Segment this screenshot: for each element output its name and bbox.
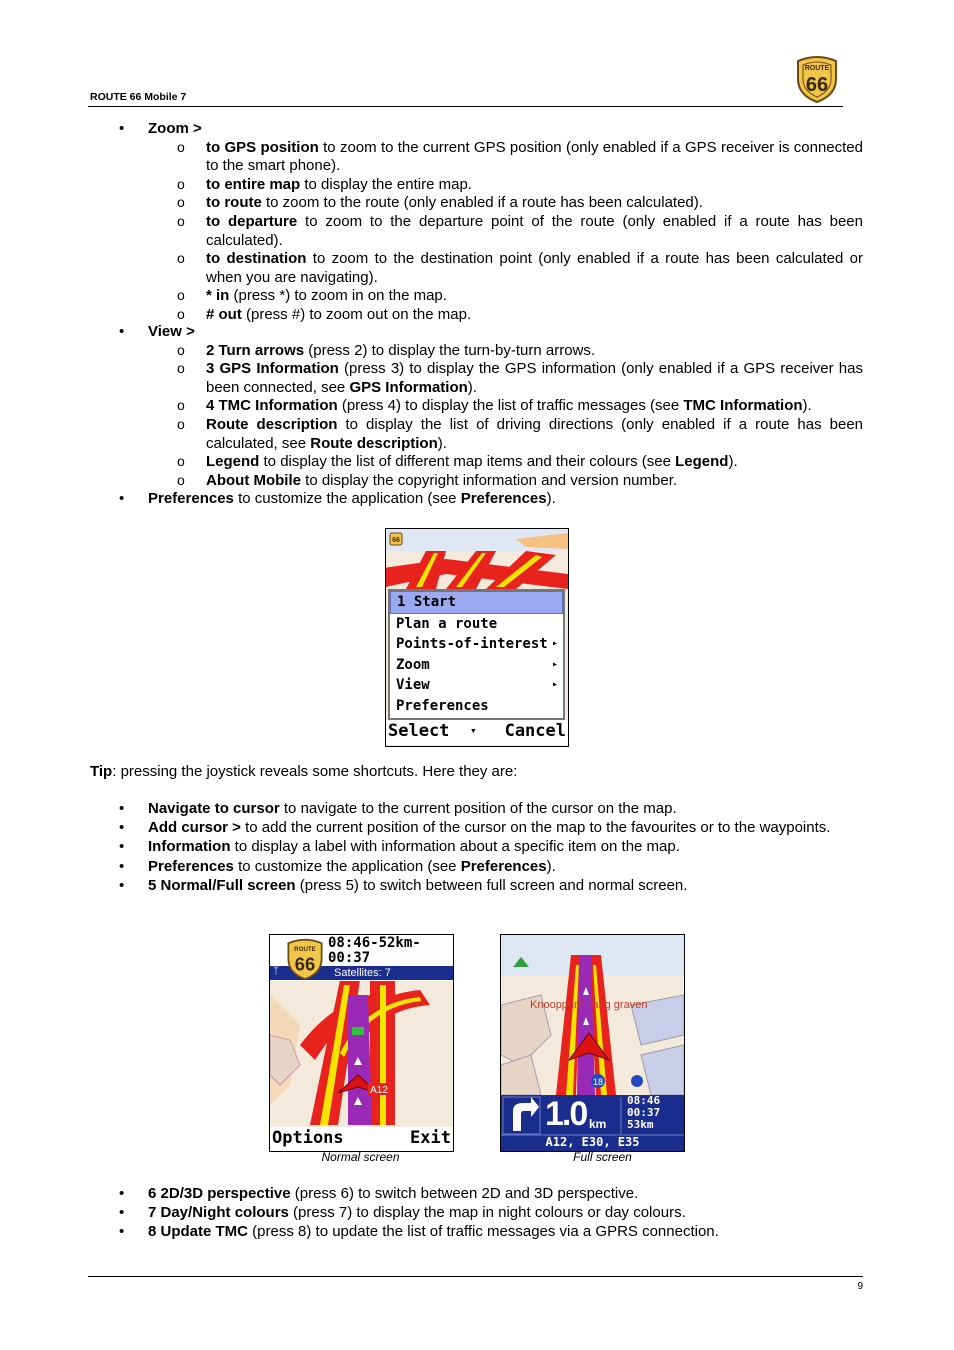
sub-bullet-icon: o bbox=[177, 305, 185, 322]
item-sep: / bbox=[212, 876, 217, 894]
scroll-down-icon: ▾ bbox=[470, 724, 477, 737]
bullet-list-item bbox=[119, 800, 863, 819]
sub-bullet-icon: o bbox=[177, 397, 185, 414]
bullet-icon: • bbox=[119, 800, 125, 817]
item-bold: Preferences bbox=[148, 857, 234, 875]
item-bold-2: Full screen bbox=[216, 876, 296, 894]
item-text: (press 3) to display the GPS information (only enabled if a GPS receiver has been connected, see bbox=[206, 360, 863, 396]
bullet-list-item bbox=[119, 857, 863, 877]
menu-softkey-bar bbox=[386, 720, 568, 745]
item-text: to zoom to the destination point (only enabled if a route has been calculated or when you are navigating). bbox=[206, 250, 863, 286]
item-text: to display the entire map. bbox=[300, 175, 472, 193]
item-bold: to entire map bbox=[206, 175, 301, 193]
sub-list-item bbox=[177, 397, 863, 416]
item-text: (press 4) to display the list of traffic messages (see bbox=[337, 397, 684, 415]
item-text-end: ). bbox=[437, 434, 447, 452]
bullet-list-item bbox=[119, 1185, 863, 1204]
item-text: to display a label with information about a specific item on the map. bbox=[230, 838, 680, 856]
road-name: A12, E30, E35 bbox=[545, 1135, 640, 1149]
svg-text:A12: A12 bbox=[370, 1085, 388, 1096]
bullet-icon: • bbox=[119, 876, 125, 894]
header-rule bbox=[88, 106, 843, 107]
item-bold: to destination bbox=[206, 250, 307, 268]
shortcuts-list bbox=[0, 800, 954, 896]
sub-list-item bbox=[177, 175, 863, 195]
menu-item[interactable] bbox=[390, 614, 563, 635]
exit-softkey[interactable]: Exit bbox=[410, 1128, 451, 1148]
sub-list-item bbox=[177, 415, 863, 453]
sub-list-item bbox=[177, 341, 863, 361]
item-text: (press 7) to display the map in night colours or day colours. bbox=[288, 1204, 686, 1222]
sub-list-item bbox=[177, 250, 863, 287]
sub-bullet-icon: o bbox=[177, 138, 185, 155]
menu-item[interactable] bbox=[390, 655, 563, 676]
eta-readout: 08:46-52km- bbox=[328, 935, 421, 951]
item-sep: / bbox=[188, 1204, 193, 1222]
bullet-list-item bbox=[119, 1223, 863, 1242]
menu-item[interactable] bbox=[390, 675, 563, 696]
item-text: to zoom to the current GPS position (only enabled if a GPS receiver is connected to the smart phone). bbox=[206, 138, 863, 175]
item-text: (press 2) to display the turn-by-turn arrows. bbox=[304, 341, 596, 359]
item-text: to zoom to the route (only enabled if a route has been calculated). bbox=[261, 194, 703, 212]
item-text: to navigate to the current position of the cursor on the map. bbox=[279, 800, 677, 817]
item-bold: # out bbox=[206, 305, 242, 323]
item-bold: to departure bbox=[206, 212, 298, 230]
sub-list-item bbox=[177, 360, 863, 397]
sub-bullet-icon: o bbox=[177, 212, 185, 229]
sub-bullet-icon: o bbox=[177, 360, 185, 377]
item-bold: 7 Day bbox=[148, 1204, 189, 1222]
bullet-icon: • bbox=[119, 838, 125, 856]
item-bold: to GPS position bbox=[206, 138, 319, 156]
bullet-list-item bbox=[119, 876, 863, 896]
svg-text:66: 66 bbox=[392, 537, 400, 544]
item-text: (press 5) to switch between full screen and normal screen. bbox=[295, 876, 688, 894]
distance-readout: 1.0 bbox=[545, 1095, 587, 1133]
page-number: 9 bbox=[857, 1281, 863, 1292]
distance-unit: km bbox=[589, 1117, 607, 1131]
junction-label: Knooppunt Lang graven bbox=[530, 999, 648, 1011]
bullet-list-item bbox=[119, 838, 863, 857]
item-text-end: ). bbox=[467, 378, 477, 396]
submenu-arrow-icon: ▸ bbox=[551, 679, 558, 691]
svg-text:18: 18 bbox=[592, 1077, 604, 1087]
hud-duration: 00:37 bbox=[627, 1106, 661, 1119]
more-shortcuts-list bbox=[0, 1185, 954, 1243]
item-text: (press #) to zoom out on the map. bbox=[241, 305, 472, 323]
header-title: ROUTE 66 Mobile 7 bbox=[90, 91, 187, 103]
item-bold: to route bbox=[206, 194, 262, 212]
cancel-softkey[interactable]: Cancel bbox=[504, 721, 566, 741]
item-bold: Navigate to cursor bbox=[148, 800, 280, 817]
item-bold: Add cursor > bbox=[148, 819, 241, 837]
sub-bullet-icon: o bbox=[177, 341, 185, 358]
normal-screen-caption: Normal screen bbox=[321, 1150, 400, 1164]
hud-time: 08:46 bbox=[627, 1094, 661, 1107]
item-text: to display the list of driving directions (only enabled if a route has been calculated, see bbox=[206, 415, 863, 452]
svg-text:66: 66 bbox=[294, 953, 316, 975]
item-bold: About Mobile bbox=[206, 471, 301, 489]
sub-list-item bbox=[177, 287, 863, 306]
select-softkey[interactable]: Select bbox=[388, 721, 450, 741]
normal-screen-screenshot bbox=[269, 934, 454, 1152]
item-bold: Information bbox=[148, 838, 231, 856]
menu-item-label: Points-of-interest bbox=[396, 636, 548, 653]
item-bold: Legend bbox=[206, 453, 260, 471]
submenu-arrow-icon: ▸ bbox=[551, 638, 558, 650]
sub-bullet-icon: o bbox=[177, 287, 185, 304]
item-text: to zoom to the departure point of the route (only enabled if a route has been calculated). bbox=[206, 212, 863, 249]
menu-item-label: 1 Start bbox=[397, 594, 457, 610]
item-text: to display the copyright information and version number. bbox=[300, 471, 678, 489]
item-text-end: ). bbox=[802, 397, 812, 415]
item-ref: Preferences bbox=[460, 857, 547, 875]
item-sep: / bbox=[179, 1185, 184, 1202]
sub-bullet-icon: o bbox=[177, 194, 185, 211]
tip-paragraph: Tip: pressing the joystick reveals some shortcuts. Here they are: bbox=[90, 763, 518, 780]
sub-bullet-icon: o bbox=[177, 453, 185, 470]
sub-bullet-icon: o bbox=[177, 415, 185, 432]
sub-list-item bbox=[177, 305, 863, 325]
bullet-icon: • bbox=[119, 1204, 125, 1222]
item-bold: 6 2D bbox=[148, 1185, 180, 1202]
menu-item-label: Preferences bbox=[396, 697, 489, 714]
sub-list-item bbox=[177, 471, 863, 491]
item-text-end: ). bbox=[546, 857, 556, 875]
item-ref: Route description bbox=[310, 434, 438, 452]
sub-bullet-icon: o bbox=[177, 471, 185, 488]
sub-list-item bbox=[177, 212, 863, 250]
menu-item-label: Plan a route bbox=[396, 615, 498, 632]
preferences-bullet: • Preferences to customize the application (see Preferences). bbox=[119, 490, 556, 507]
item-text-end: ). bbox=[728, 453, 738, 471]
bullet-icon: • bbox=[119, 1185, 125, 1202]
options-softkey[interactable]: Options bbox=[272, 1128, 344, 1148]
item-text: (press 8) to update the list of traffic messages via a GPRS connection. bbox=[248, 1223, 719, 1241]
item-ref: TMC Information bbox=[683, 397, 803, 415]
satellites-readout: Satellites: 7 bbox=[334, 967, 391, 979]
item-text: to add the current position of the cursor on the map to the favourites or to the waypoints. bbox=[240, 819, 831, 837]
zoom-bullet: • Zoom > bbox=[119, 120, 202, 137]
bullet-list-item bbox=[119, 1204, 863, 1223]
item-ref: Legend bbox=[675, 453, 729, 471]
view-bullet: • View > bbox=[119, 323, 195, 340]
item-bold-2: Night colours bbox=[192, 1204, 289, 1222]
route66-app-icon bbox=[284, 938, 326, 980]
sub-list-item bbox=[177, 453, 863, 472]
item-ref: GPS Information bbox=[349, 378, 468, 396]
svg-text:ROUTE: ROUTE bbox=[804, 65, 830, 72]
item-text: to customize the application (see bbox=[233, 857, 461, 875]
bullet-list-item bbox=[119, 819, 863, 838]
item-bold: 4 TMC Information bbox=[206, 397, 338, 415]
item-bold: Route description bbox=[206, 415, 338, 433]
item-bold: 2 Turn arrows bbox=[206, 341, 305, 359]
full-screen-caption: Full screen bbox=[573, 1150, 632, 1164]
item-text: (press *) to zoom in on the map. bbox=[229, 287, 447, 305]
bullet-icon: • bbox=[119, 857, 125, 875]
svg-text:ROUTE: ROUTE bbox=[294, 946, 316, 954]
route66-logo bbox=[794, 55, 840, 103]
hud-remaining: 53km bbox=[627, 1118, 654, 1131]
popup-menu bbox=[388, 589, 565, 720]
full-screen-screenshot bbox=[500, 934, 685, 1152]
item-text: (press 6) to switch between 2D and 3D perspective. bbox=[290, 1185, 639, 1202]
zoom-section bbox=[0, 120, 954, 325]
item-bold-2: 3D perspective bbox=[183, 1185, 291, 1202]
normal-softkey-bar bbox=[270, 1127, 453, 1151]
sub-bullet-icon: o bbox=[177, 250, 185, 267]
bullet-icon: • bbox=[119, 1223, 125, 1241]
preferences-section bbox=[0, 490, 954, 509]
sub-list-item bbox=[177, 138, 863, 176]
item-bold: 5 Normal bbox=[148, 876, 213, 894]
menu-item-label: View bbox=[396, 677, 430, 694]
item-bold: * in bbox=[206, 287, 230, 305]
sub-bullet-icon: o bbox=[177, 175, 185, 192]
menu-item[interactable] bbox=[390, 696, 563, 717]
bullet-icon: • bbox=[119, 819, 125, 837]
view-section bbox=[0, 323, 954, 490]
item-bold: 3 GPS Information bbox=[206, 360, 339, 378]
menu-item-label: Zoom bbox=[396, 656, 430, 673]
item-text: to display the list of different map items and their colours (see bbox=[259, 453, 676, 471]
duration-readout: 00:37 bbox=[328, 950, 371, 966]
submenu-arrow-icon: ▸ bbox=[551, 658, 558, 670]
gps-signal-icon: ᛉ bbox=[273, 966, 279, 977]
menu-item[interactable] bbox=[390, 634, 563, 655]
footer-rule bbox=[88, 1276, 863, 1277]
item-bold: 8 Update TMC bbox=[148, 1223, 249, 1241]
sub-list-item bbox=[177, 194, 863, 213]
svg-text:66: 66 bbox=[805, 74, 829, 96]
menu-item[interactable] bbox=[390, 591, 563, 614]
